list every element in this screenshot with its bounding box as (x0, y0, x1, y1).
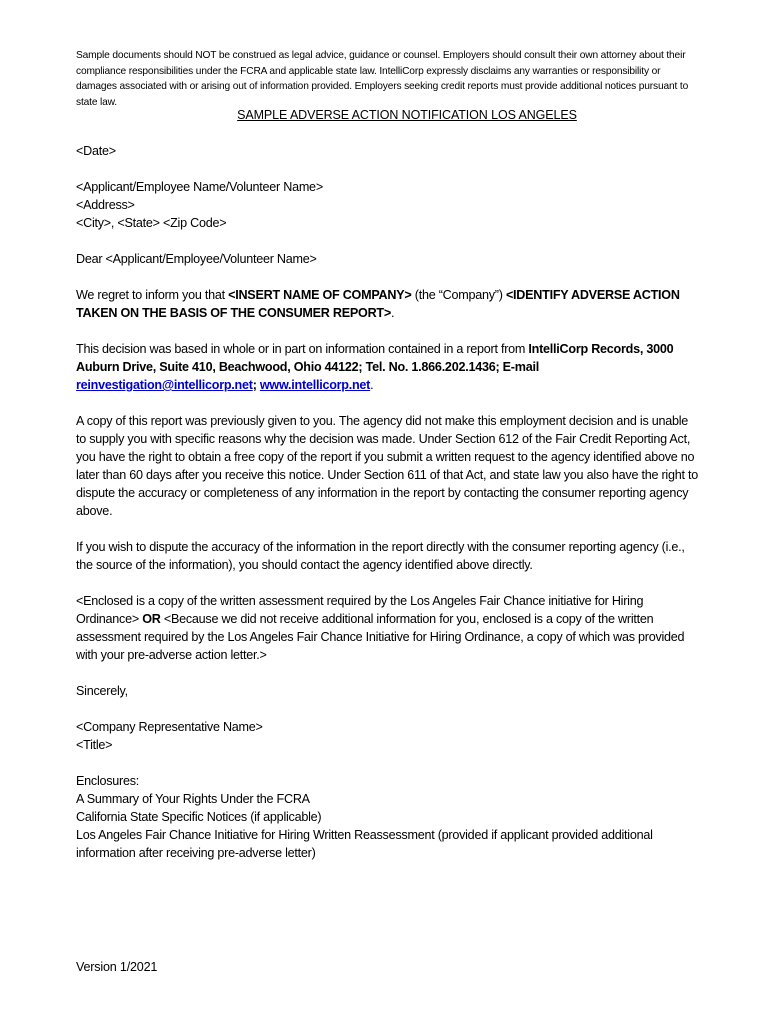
recipient-street: <Address> (76, 198, 135, 212)
enclosure-item: Los Angeles Fair Chance Initiative for Hiring Written Reassessment (provided if applicant provided additional information after receiving pre-adverse letter) (76, 828, 653, 860)
or-keyword: OR (142, 612, 161, 626)
enclosure-item: A Summary of Your Rights Under the FCRA (76, 792, 310, 806)
para2-text-a: This decision was based in whole or in part on information contained in a report from (76, 342, 529, 356)
signature-block (76, 718, 701, 754)
recipient-city: <City>, <State> <Zip Code> (76, 216, 227, 230)
date-placeholder: <Date> (76, 144, 116, 158)
company-name-placeholder: <INSERT NAME OF COMPANY> (228, 288, 412, 302)
salutation: Dear <Applicant/Employee/Volunteer Name> (76, 252, 317, 266)
website-link[interactable]: www.intellicorp.net (259, 378, 371, 392)
para5-text-a: <Enclosed is a copy of the written assessment required by the Los Angeles Fair Chance initiative for Hiring Ordinance> (76, 594, 644, 626)
agency-contact: IntelliCorp Records, 3000 Auburn Drive, Suite 410, Beachwood, Ohio 44122; Tel. No. 1.866.202.1436; E-mail (76, 342, 674, 374)
email-link[interactable]: reinvestigation@intellicorp.net (76, 378, 253, 392)
recipient-name: <Applicant/Employee Name/Volunteer Name> (76, 180, 323, 194)
paragraph-enclosed-assessment (76, 592, 701, 664)
para1-text-a: We regret to inform you that (76, 288, 229, 302)
para2-end: . (370, 378, 374, 392)
para2-separator: ; (252, 378, 260, 392)
para1-text-c: (the “Company”) (411, 288, 506, 302)
representative-name: <Company Representative Name> (76, 720, 263, 734)
paragraph-adverse-action (76, 286, 701, 322)
representative-title: <Title> (76, 738, 113, 752)
closing: Sincerely, (76, 684, 128, 698)
adverse-action-placeholder: <IDENTIFY ADVERSE ACTION TAKEN ON THE BASIS OF THE CONSUMER REPORT> (76, 288, 680, 320)
enclosures-heading: Enclosures: (76, 774, 140, 788)
paragraph-dispute: If you wish to dispute the accuracy of the information in the report directly with the consumer reporting agency (i.e., the source of the information), you should contact the agency identified above directly. (76, 540, 685, 572)
para5-text-b: <Because we did not receive additional information for you, enclosed is a copy of the written assessment required by the Los Angeles Fair Chance Initiative for Hiring Ordinance, a copy of which was provided with your pre-adverse action letter.> (76, 612, 685, 662)
para1-text-e: . (390, 306, 395, 320)
enclosures-list (76, 772, 701, 862)
paragraph-rights: A copy of this report was previously given to you. The agency did not make this employment decision and is unable to supply you with specific reasons why the decision was made. Under Section 612 of the Fair Credit Reporting Act, you have the right to obtain a free copy of the report if you submit a written request to the agency identified above no later than 60 days after you receive this notice. Under Section 611 of that Act, and state law you also have the right to dispute the accuracy or completeness of any information in the report by contacting the consumer reporting agency above. (76, 414, 698, 518)
letter-body (76, 142, 701, 880)
recipient-address (76, 178, 701, 232)
version-label: Version 1/2021 (76, 960, 158, 974)
enclosure-item: California State Specific Notices (if applicable) (76, 810, 322, 824)
legal-disclaimer: Sample documents should NOT be construed as legal advice, guidance or counsel. Employers should consult their own attorney about their compliance responsibilities under the FCRA and applicable state law. IntelliCorp expressly disclaims any warranties or responsibility or damages associated with or arising out of information provided. Employers seeking credit reports must provide additional notices pursuant to state law. (76, 50, 689, 108)
paragraph-report-source (76, 340, 701, 394)
document-title: SAMPLE ADVERSE ACTION NOTIFICATION LOS ANGELES (237, 108, 577, 122)
